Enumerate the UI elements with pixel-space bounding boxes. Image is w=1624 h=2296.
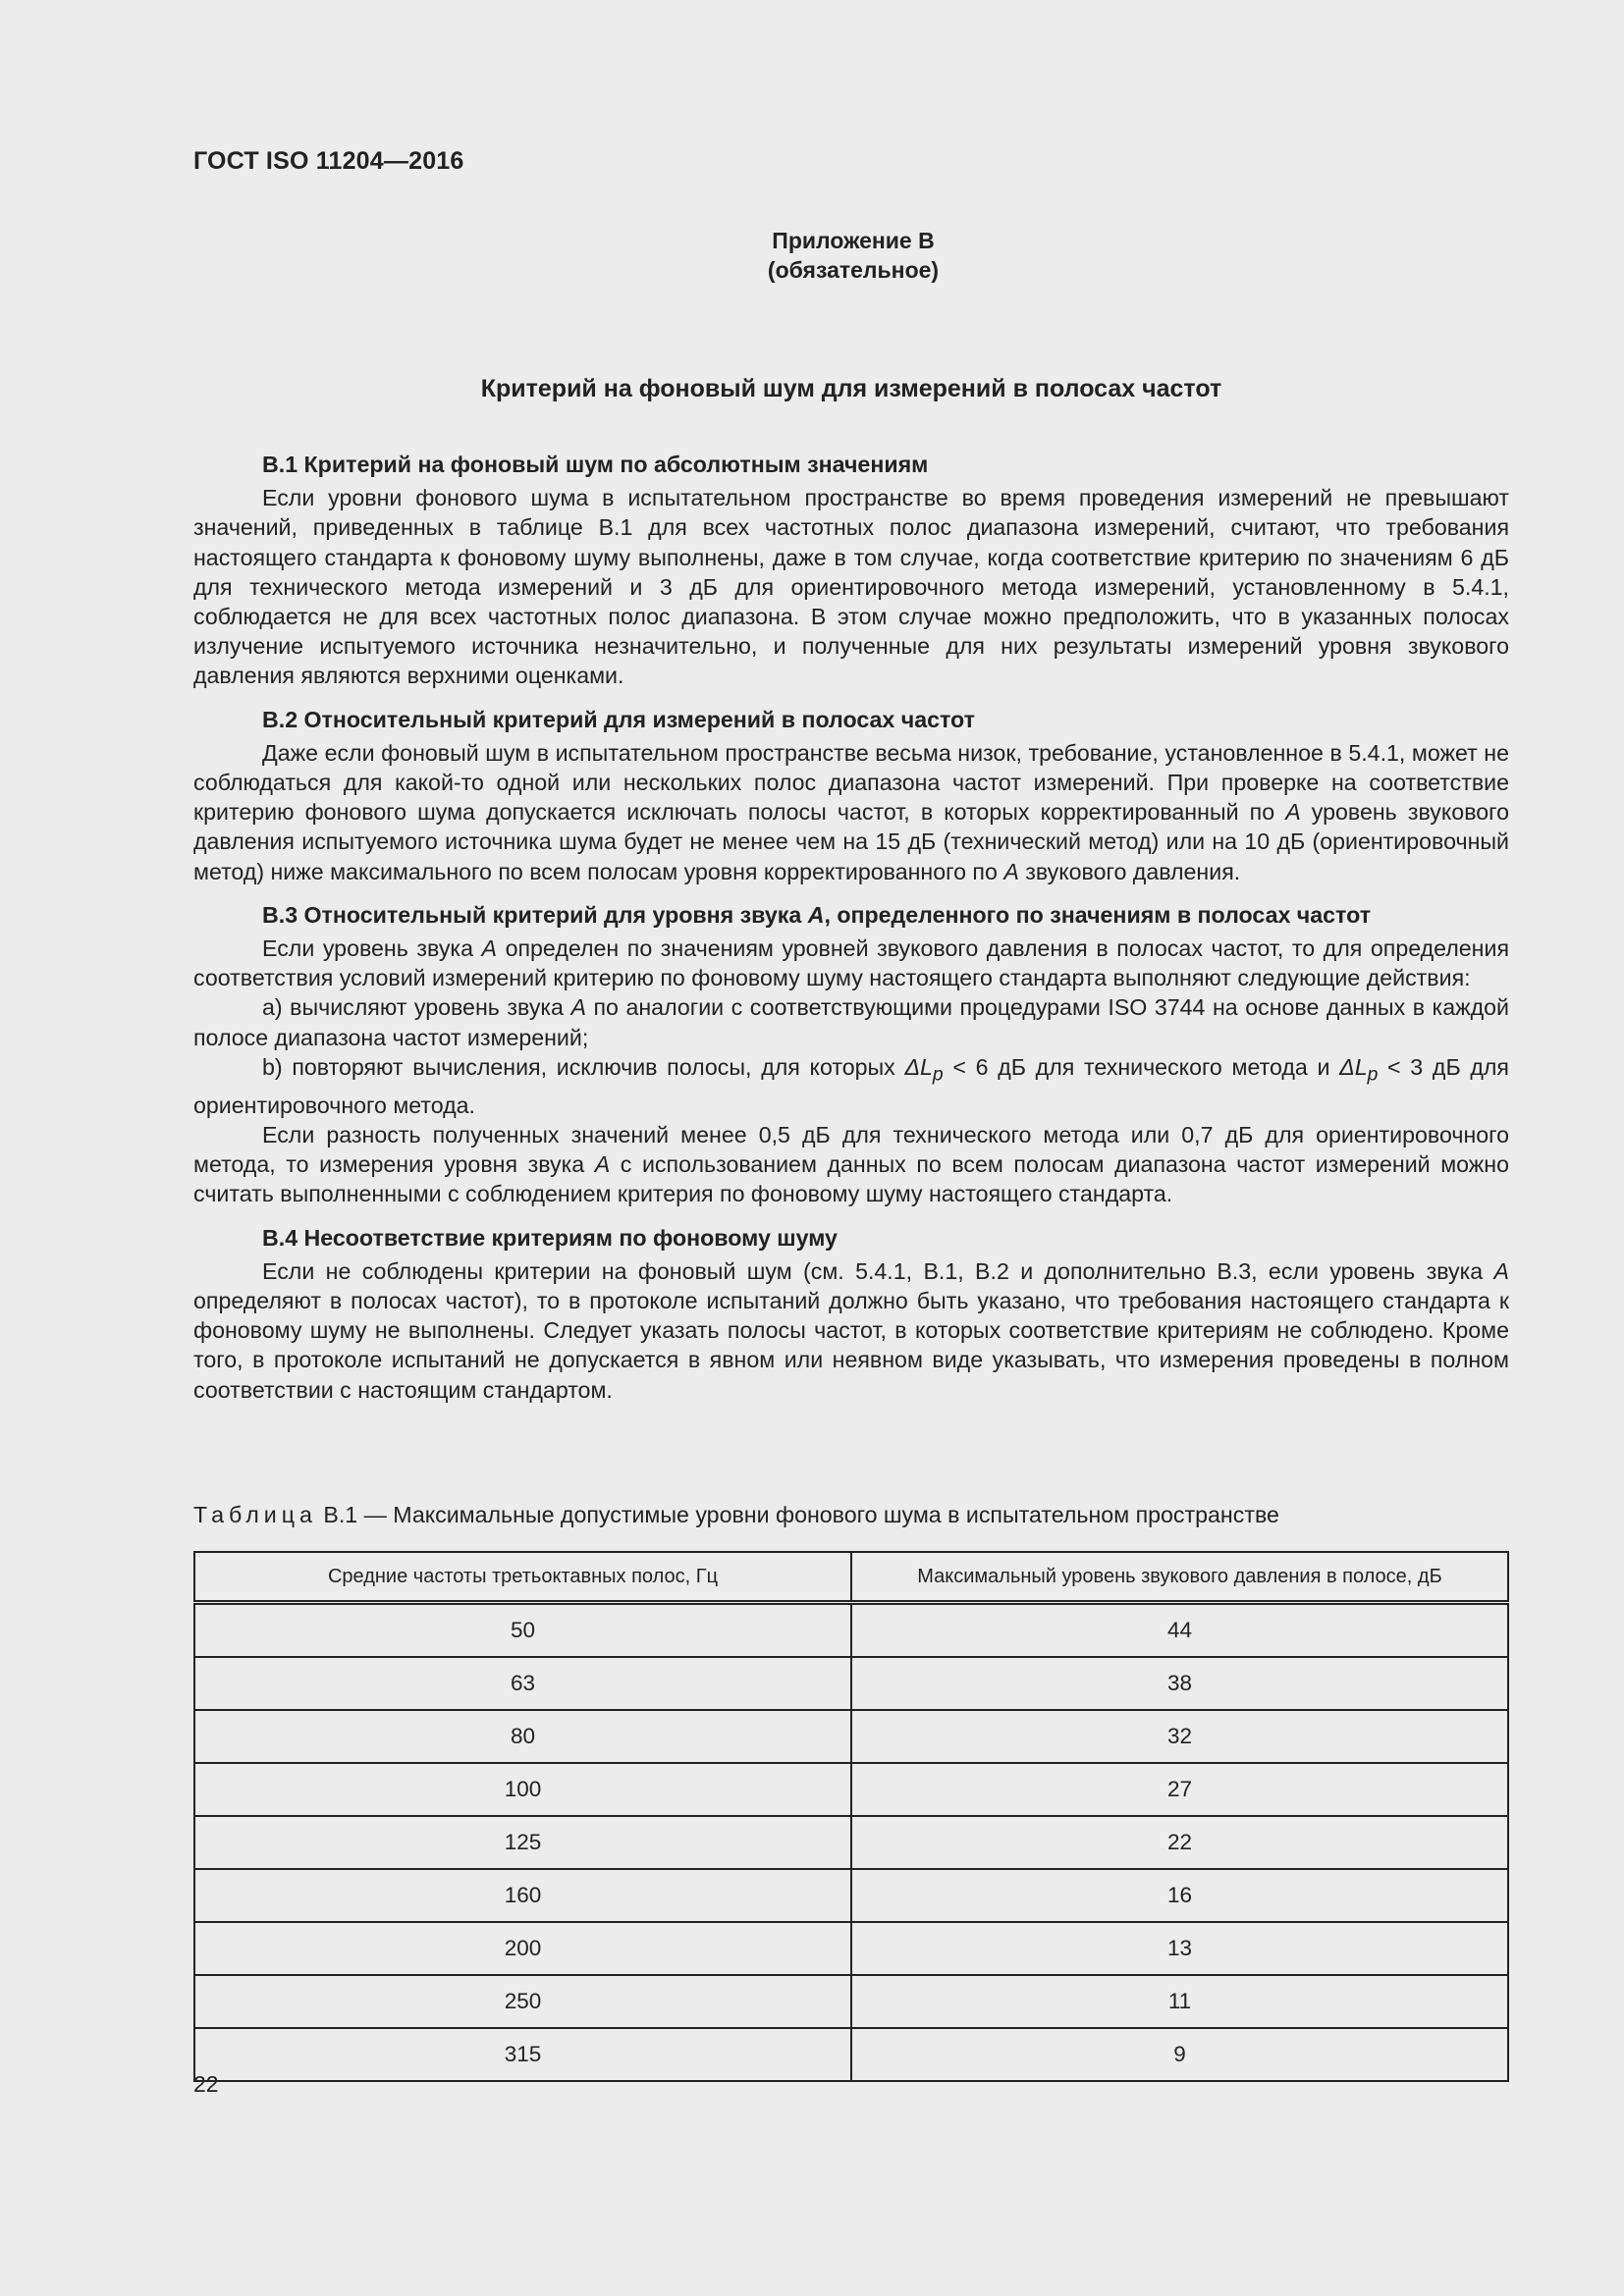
frequency-cell: 50 [194, 1603, 851, 1658]
table-row [194, 1603, 1508, 1658]
list-item-b: b) повторяют вычисления, исключив полосы, для которых $\Delta L_p < 6$ дБ для технического метода и $\Delta L_p < 3$ дБ для ориентировочного метода. [193, 1053, 1509, 1118]
frequency-cell: 63 [194, 1657, 851, 1710]
level-cell: 32 [851, 1710, 1508, 1763]
section-b3 [193, 900, 1509, 1209]
annex-heading [0, 226, 1624, 285]
section-b4 [193, 1223, 1509, 1405]
standard-code: ГОСТ ISO 11204—2016 [193, 147, 464, 175]
body-text [193, 450, 1509, 1418]
section-b2 [193, 705, 1509, 886]
table-header-row [194, 1552, 1508, 1603]
frequency-cell: 80 [194, 1710, 851, 1763]
level-cell: 11 [851, 1975, 1508, 2028]
annex-title: Приложение В [772, 228, 935, 253]
section-heading: В.2 Относительный критерий для измерений в полосах частот [262, 706, 975, 732]
level-cell: 22 [851, 1816, 1508, 1869]
table-row [194, 1975, 1508, 2028]
level-cell: 27 [851, 1763, 1508, 1816]
page-number: 22 [193, 2071, 219, 2097]
paragraph: Если не соблюдены критерии на фоновый шум (см. 5.4.1, В.1, В.2 и дополнительно В.3, если уровень звука А определяют в полосах частот), то в протоколе испытаний должно быть указано, что требования настоящего стандарта к фоновому шуму не выполнены. Следует указать полосы частот, в которых соответствие критериям не соблюдено. Кроме того, в протоколе испытаний не допускается в явном или неявном виде указывать, что измерения проведены в полном соответствии с настоящим стандартом. [193, 1257, 1509, 1403]
level-cell: 16 [851, 1869, 1508, 1922]
column-header-frequency: Средние частоты третьоктавных полос, Гц [194, 1552, 851, 1603]
section-b1 [193, 450, 1509, 691]
table-row [194, 1816, 1508, 1869]
frequency-cell: 315 [194, 2028, 851, 2081]
table-row [194, 1710, 1508, 1763]
table-row [194, 1869, 1508, 1922]
table-row [194, 1922, 1508, 1975]
annex-status: (обязательное) [767, 257, 940, 283]
background-noise-table [193, 1551, 1509, 2082]
level-cell: 13 [851, 1922, 1508, 1975]
document-title: Критерий на фоновый шум для измерений в полосах частот [480, 375, 1222, 402]
paragraph: Если уровень звука А определен по значениям уровней звукового давления в полосах частот, то для определения соответствия условий измерений критерию по фоновому шуму настоящего стандарта выполняют следующие действия: [193, 935, 1510, 991]
column-header-level: Максимальный уровень звукового давления в полосе, дБ [851, 1552, 1508, 1603]
paragraph: Если разность полученных значений менее 0,5 дБ для технического метода или 0,7 дБ для ориентировочного метода, то измерения уровня звука А с использованием данных по всем полосам диапазона частот измерений можно считать выполненными с соблюдением критерия по фоновому шуму настоящего стандарта. [193, 1121, 1509, 1207]
frequency-cell: 250 [194, 1975, 851, 2028]
section-heading: В.3 Относительный критерий для уровня звука А, определенного по значениям в полосах частот [262, 901, 1372, 928]
frequency-cell: 125 [194, 1816, 851, 1869]
table-caption: Таблица В.1 — Максимальные допустимые уровни фонового шума в испытательном пространстве [193, 1502, 1279, 1527]
level-cell: 44 [851, 1603, 1508, 1658]
table-row [194, 1763, 1508, 1816]
frequency-cell: 100 [194, 1763, 851, 1816]
paragraph: Даже если фоновый шум в испытательном пространстве весьма низок, требование, установленное в 5.4.1, может не соблюдаться для какой-то одной или нескольких полос диапазона частот измерений. При проверке на соответствие критерию фонового шума допускается исключать полосы частот, в которых корректированный по А уровень звукового давления испытуемого источника шума будет не менее чем на 15 дБ (технический метод) или на 10 дБ (ориентировочный метод) ниже максимального по всем полосам уровня корректированного по А звукового давления. [193, 739, 1509, 884]
frequency-cell: 200 [194, 1922, 851, 1975]
level-cell: 9 [851, 2028, 1508, 2081]
section-heading: В.1 Критерий на фоновый шум по абсолютным значениям [262, 452, 929, 477]
section-heading: В.4 Несоответствие критериям по фоновому шуму [262, 1224, 838, 1251]
list-item-a: a) вычисляют уровень звука А по аналогии с соответствующими процедурами ISO 3744 на основе данных в каждой полосе диапазона частот измерений; [193, 994, 1509, 1050]
table-row [194, 2028, 1508, 2081]
level-cell: 38 [851, 1657, 1508, 1710]
frequency-cell: 160 [194, 1869, 851, 1922]
table-row [194, 1657, 1508, 1710]
paragraph: Если уровни фонового шума в испытательном пространстве во время проведения измерений не превышают значений, приведенных в таблице В.1 для всех частотных полос диапазона измерений, считают, что требования настоящего стандарта к фоновому шуму выполнены, даже в том случае, когда соответствие критерию по значениям 6 дБ для технического метода измерений и 3 дБ для ориентировочного метода измерений, установленному в 5.4.1, соблюдается не для всех частотных полос диапазона. В этом случае можно предположить, что в указанных полосах излучение испытуемого источника незначительно, и полученные для них результаты измерений уровня звукового давления являются верхними оценками. [193, 485, 1509, 689]
